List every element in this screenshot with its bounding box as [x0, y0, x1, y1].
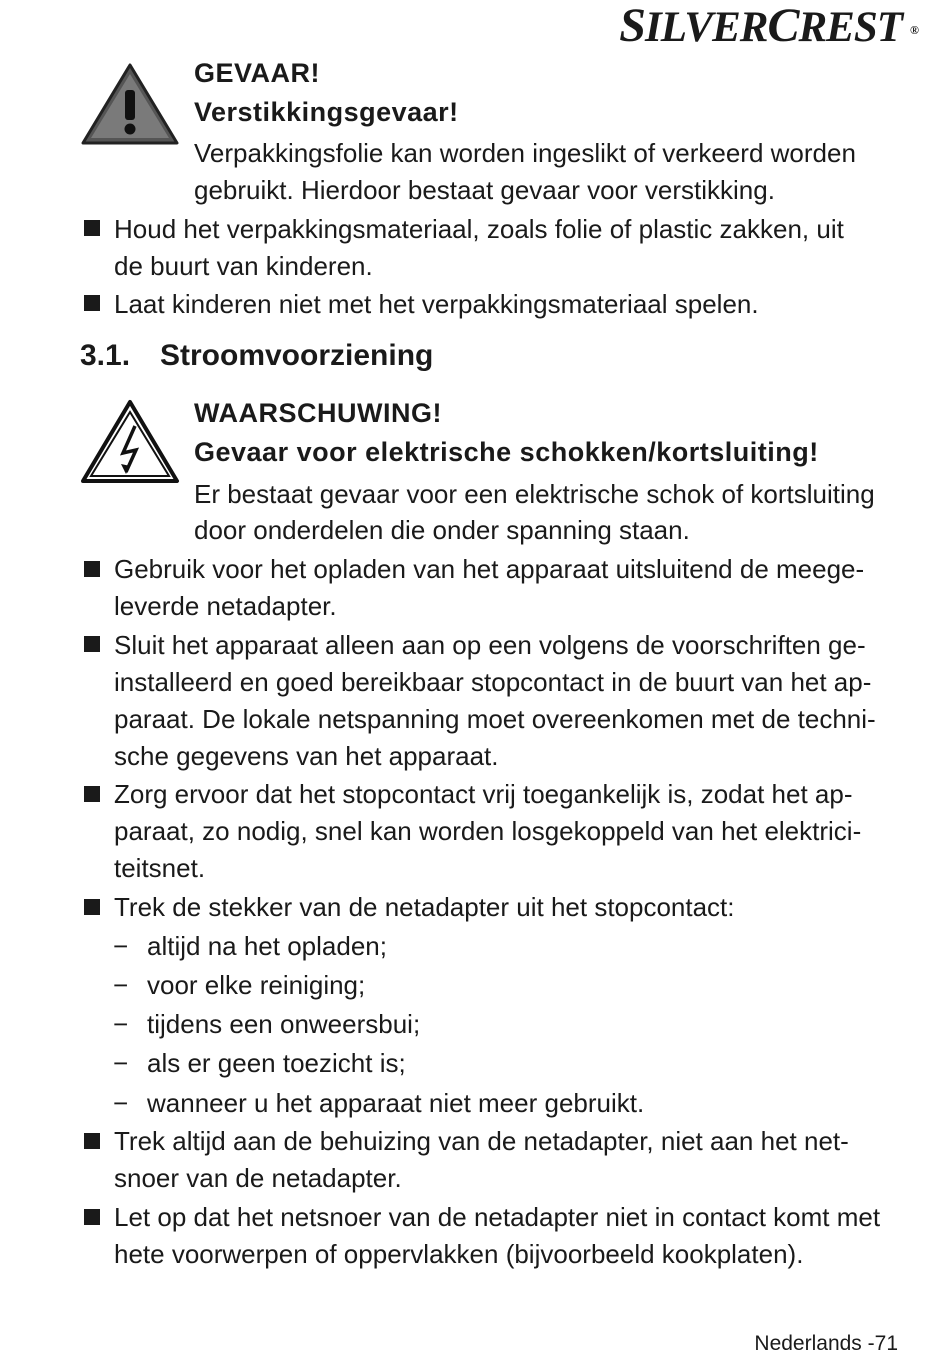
list-item-line: paraat, zo nodig, snel kan worden losgekoppeld van het elektrici-: [114, 816, 862, 846]
list-item-line: Sluit het apparaat alleen aan op een volgens de voorschriften ge-: [114, 630, 866, 660]
dash-marker: −: [113, 931, 129, 961]
warning-label: WAARSCHUWING!: [194, 398, 442, 428]
dash-marker: −: [113, 1048, 129, 1078]
warning-text-line: door onderdelen die onder spanning staan.: [194, 515, 690, 545]
warning-text-line: Er bestaat gevaar voor een elektrische schok of kortsluiting: [194, 479, 875, 509]
list-item-line: sche gegevens van het apparaat.: [114, 741, 499, 771]
dash-marker: −: [113, 970, 129, 1000]
danger-text-line: Verpakkingsfolie kan worden ingeslikt of verkeerd worden: [194, 138, 856, 168]
list-item-line: teitsnet.: [114, 853, 206, 883]
bullet-marker: [84, 561, 100, 577]
sub-list-item: wanneer u het apparaat niet meer gebruikt.: [147, 1088, 645, 1118]
sub-list-item: altijd na het opladen;: [147, 931, 387, 961]
warning-title: Gevaar voor elektrische schokken/kortsluiting!: [194, 437, 819, 467]
bullet-marker: [84, 220, 100, 236]
list-item-line: snoer van de netadapter.: [114, 1163, 402, 1193]
electric-shock-warning-icon: [80, 398, 180, 484]
exclamation-warning-icon: [80, 62, 180, 146]
bullet-marker: [84, 295, 100, 311]
sub-list-item: voor elke reiniging;: [147, 970, 366, 1000]
list-item-line: Let op dat het netsnoer van de netadapter niet in contact komt met: [114, 1202, 881, 1232]
list-item-line: Houd het verpakkingsmateriaal, zoals folie of plastic zakken, uit: [114, 214, 844, 244]
sub-list-item: tijdens een onweersbui;: [147, 1009, 421, 1039]
list-item-line: installeerd en goed bereikbaar stopcontact in de buurt van het ap-: [114, 667, 872, 697]
page-footer: Nederlands -71: [754, 1332, 898, 1355]
section-title: Stroomvoorziening: [160, 339, 434, 372]
dash-marker: −: [113, 1009, 129, 1039]
bullet-marker: [84, 1209, 100, 1225]
sub-list-item: als er geen toezicht is;: [147, 1048, 406, 1078]
list-item-line: Zorg ervoor dat het stopcontact vrij toegankelijk is, zodat het ap-: [114, 779, 853, 809]
list-item-line: leverde netadapter.: [114, 591, 337, 621]
dash-marker: −: [113, 1088, 129, 1118]
danger-text-line: gebruikt. Hierdoor bestaat gevaar voor verstikking.: [194, 175, 775, 205]
silvercrest-logo: SILVERCREST ®: [619, 0, 918, 52]
list-item-line: de buurt van kinderen.: [114, 251, 373, 281]
bullet-marker: [84, 899, 100, 915]
bullet-marker: [84, 786, 100, 802]
list-item-line: Laat kinderen niet met het verpakkingsmateriaal spelen.: [114, 289, 759, 319]
danger-label: GEVAAR!: [194, 58, 321, 88]
list-item-line: hete voorwerpen of oppervlakken (bijvoorbeeld kookplaten).: [114, 1239, 804, 1269]
danger-title: Verstikkingsgevaar!: [194, 97, 459, 127]
list-item-line: paraat. De lokale netspanning moet overeenkomen met de techni-: [114, 704, 876, 734]
bullet-marker: [84, 636, 100, 652]
section-number: 3.1.: [80, 339, 131, 372]
registered-mark: ®: [910, 23, 918, 37]
list-item-line: Trek altijd aan de behuizing van de netadapter, niet aan het net-: [114, 1126, 849, 1156]
bullet-marker: [84, 1133, 100, 1149]
list-item-line: Gebruik voor het opladen van het apparaat uitsluitend de meege-: [114, 554, 865, 584]
list-item-line: Trek de stekker van de netadapter uit het stopcontact:: [114, 892, 735, 922]
